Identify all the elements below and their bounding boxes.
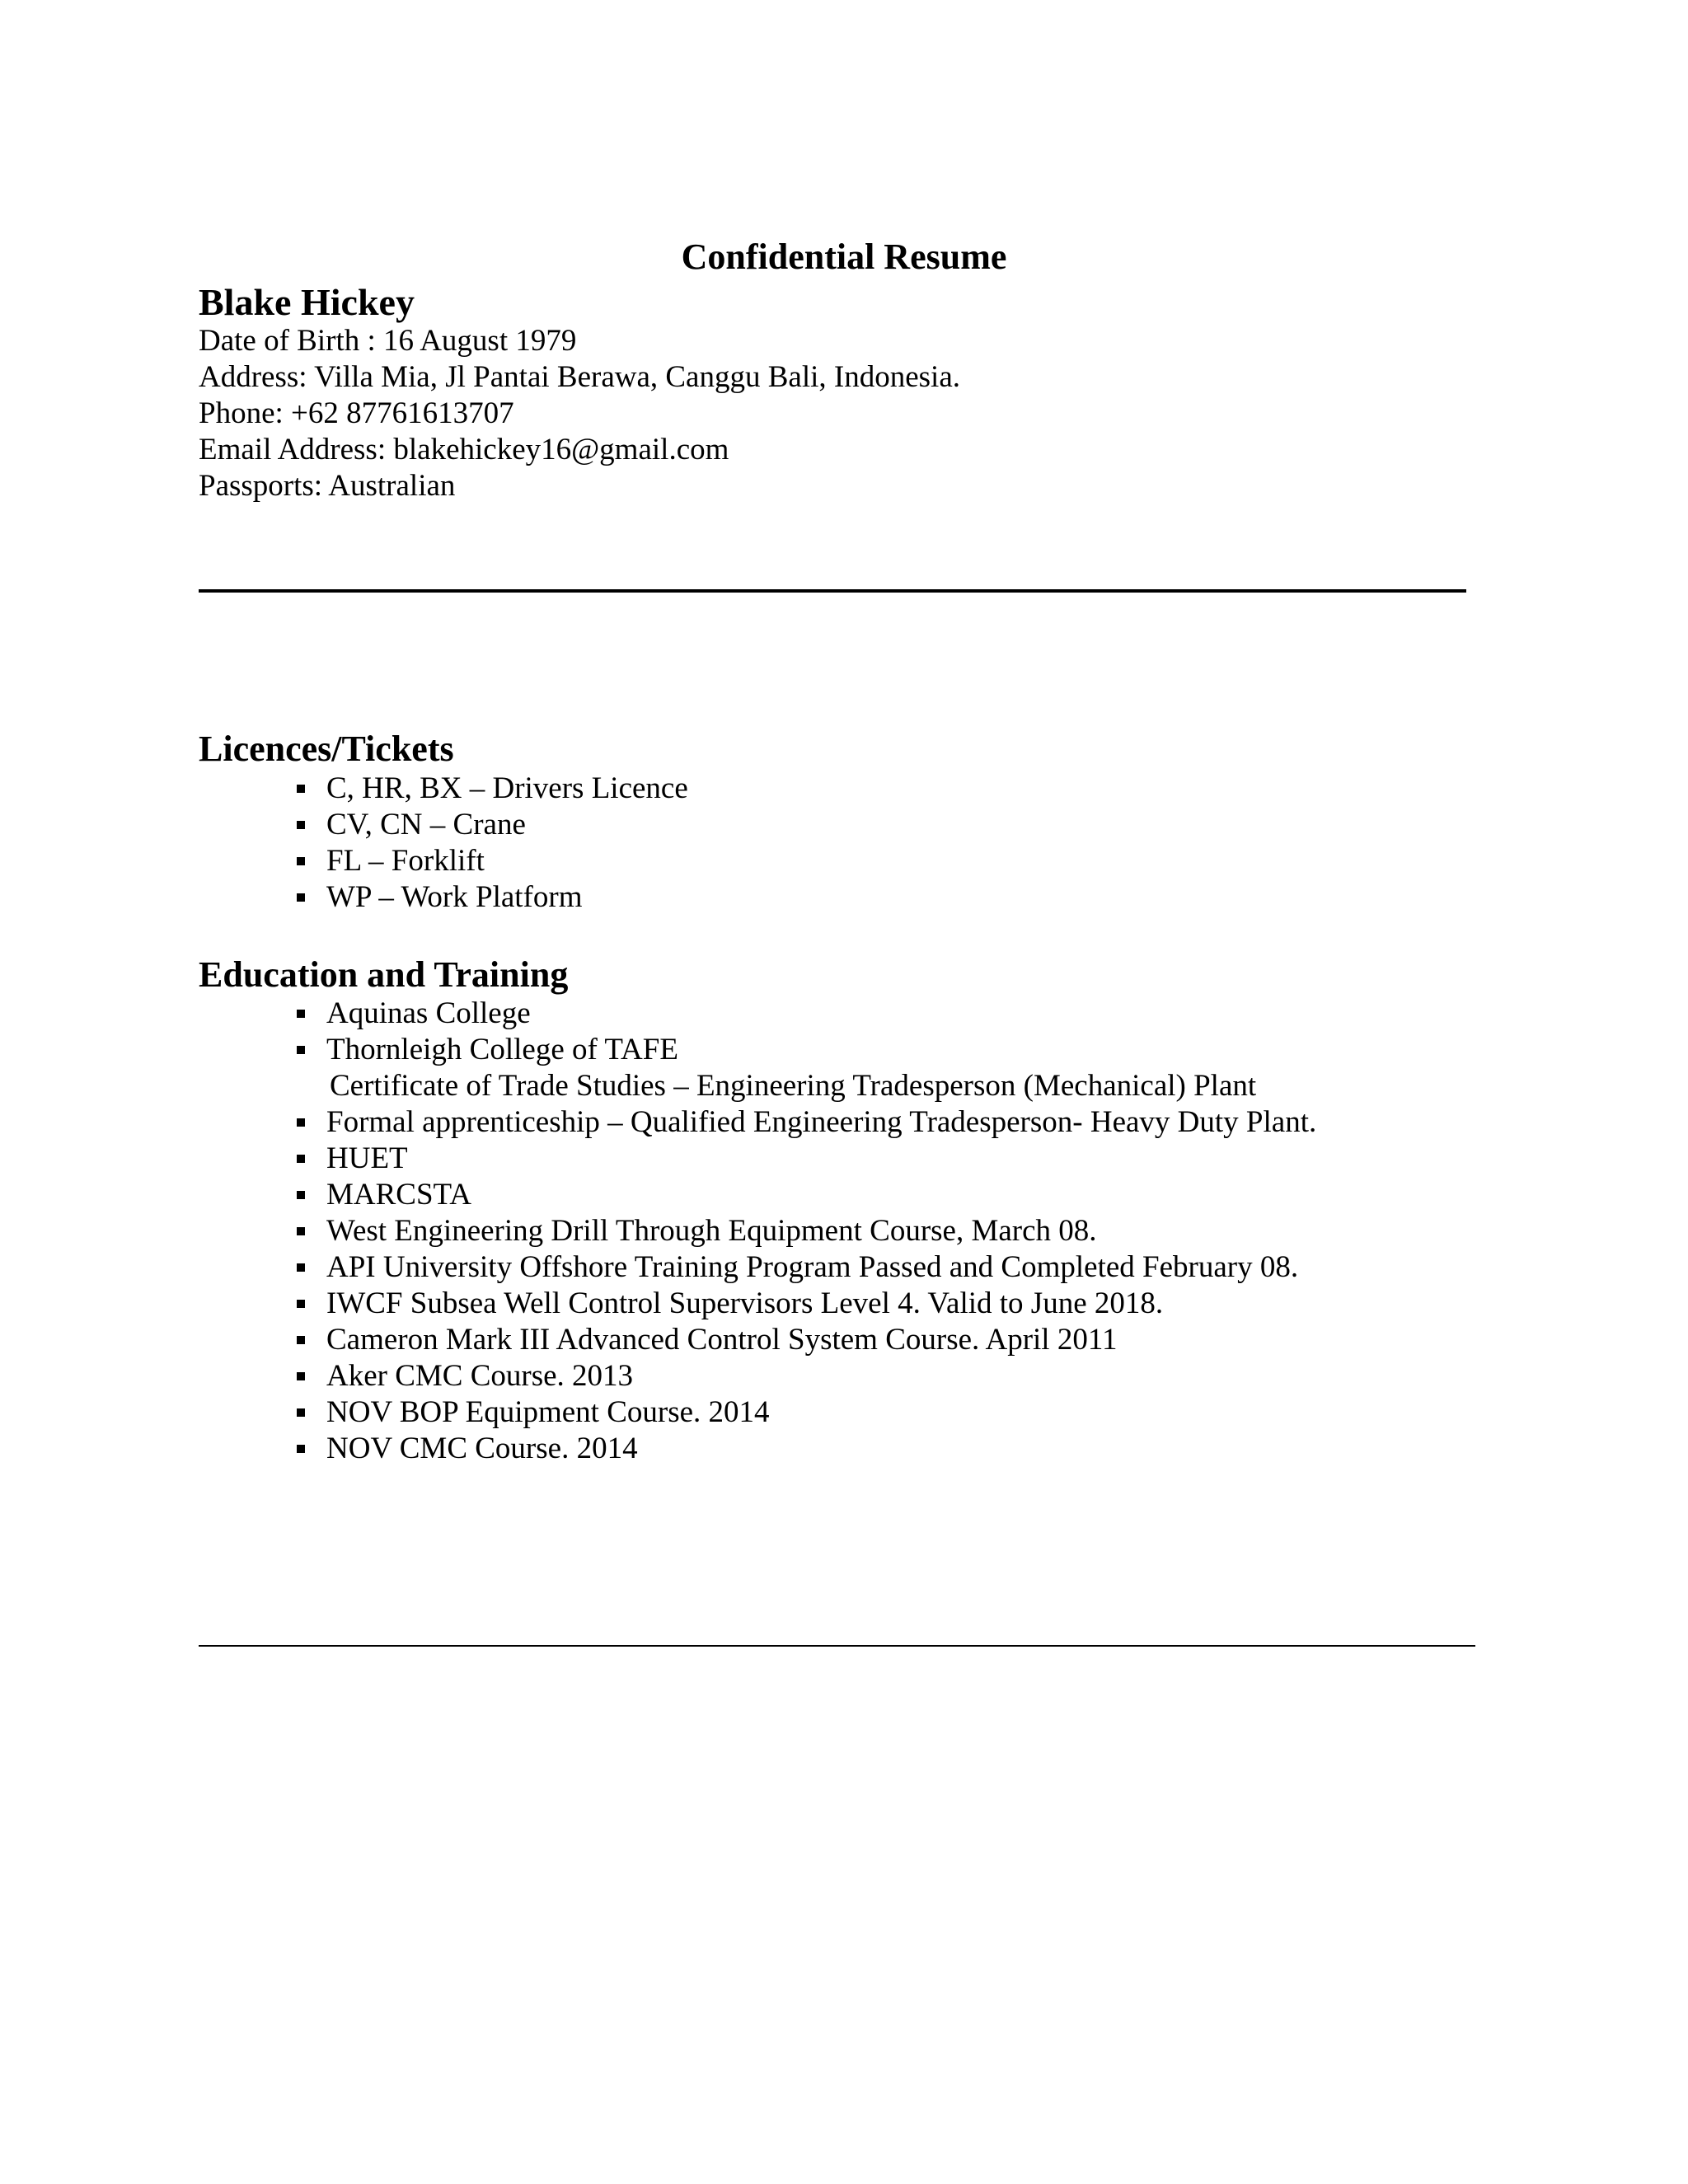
list-item-text: CV, CN – Crane — [326, 808, 526, 841]
bullet-icon — [297, 1046, 305, 1054]
education-heading: Education and Training — [199, 954, 569, 995]
list-item-text: NOV CMC Course. 2014 — [326, 1432, 638, 1465]
bullet-icon — [297, 893, 305, 902]
phone: Phone: +62 87761613707 — [199, 396, 514, 430]
bullet-icon — [297, 1227, 305, 1235]
list-item — [295, 1104, 1316, 1141]
bullet-icon — [297, 1372, 305, 1380]
bullet-icon — [297, 821, 305, 829]
bullet-icon — [297, 785, 305, 793]
divider-top — [199, 589, 1466, 593]
list-item — [295, 1249, 1316, 1286]
list-item — [295, 1141, 1316, 1177]
list-item-text: C, HR, BX – Drivers Licence — [326, 771, 688, 805]
list-item-text: Thornleigh College of TAFE — [326, 1033, 678, 1066]
list-item-text: Cameron Mark III Advanced Control System Course. April 2011 — [326, 1323, 1118, 1357]
list-item-text: Aquinas College — [326, 996, 531, 1030]
list-item-text: WP – Work Platform — [326, 880, 583, 914]
passports: Passports: Australian — [199, 469, 456, 503]
divider-bottom — [199, 1645, 1475, 1647]
bullet-icon — [297, 1155, 305, 1163]
bullet-icon — [297, 1010, 305, 1018]
list-item-text: IWCF Subsea Well Control Supervisors Level 4. Valid to June 2018. — [326, 1286, 1164, 1320]
list-item — [295, 1213, 1316, 1249]
list-item-text: HUET — [326, 1141, 408, 1175]
list-item-text: API University Offshore Training Program Passed and Completed February 08. — [326, 1250, 1299, 1284]
document-title: Confidential Resume — [681, 237, 1007, 277]
list-item-text: NOV BOP Equipment Course. 2014 — [326, 1395, 770, 1429]
candidate-name: Blake Hickey — [199, 281, 415, 323]
list-item — [295, 1177, 1316, 1213]
list-item — [295, 843, 688, 879]
list-item-text: MARCSTA — [326, 1178, 471, 1212]
email-address: Email Address: blakehickey16@gmail.com — [199, 433, 729, 466]
list-item-text: Formal apprenticeship – Qualified Engineering Tradesperson- Heavy Duty Plant. — [326, 1105, 1317, 1139]
list-item — [295, 879, 688, 916]
licences-heading: Licences/Tickets — [199, 729, 454, 769]
contact-details — [199, 323, 960, 504]
address: Address: Villa Mia, Jl Pantai Berawa, Canggu Bali, Indonesia. — [199, 360, 960, 394]
list-item-text: FL – Forklift — [326, 844, 485, 878]
list-item — [295, 1286, 1316, 1322]
list-item — [295, 1358, 1316, 1394]
education-list — [295, 996, 1316, 1467]
list-item-text: Aker CMC Course. 2013 — [326, 1359, 634, 1393]
list-item — [295, 996, 1316, 1032]
list-item — [295, 1322, 1316, 1358]
bullet-icon — [297, 1118, 305, 1127]
list-item — [295, 1394, 1316, 1431]
tafe-certificate-detail: Certificate of Trade Studies – Engineering Tradesperson (Mechanical) Plant — [330, 1069, 1257, 1103]
bullet-icon — [297, 1263, 305, 1272]
licences-list — [295, 771, 688, 916]
date-of-birth: Date of Birth : 16 August 1979 — [199, 324, 577, 358]
list-item — [295, 1431, 1316, 1467]
bullet-icon — [297, 1336, 305, 1344]
list-item — [295, 1032, 1316, 1104]
list-item-text: West Engineering Drill Through Equipment Course, March 08. — [326, 1214, 1097, 1248]
bullet-icon — [297, 857, 305, 865]
list-item — [295, 771, 688, 807]
bullet-icon — [297, 1191, 305, 1199]
list-item — [295, 807, 688, 843]
bullet-icon — [297, 1300, 305, 1308]
bullet-icon — [297, 1408, 305, 1417]
bullet-icon — [297, 1445, 305, 1453]
